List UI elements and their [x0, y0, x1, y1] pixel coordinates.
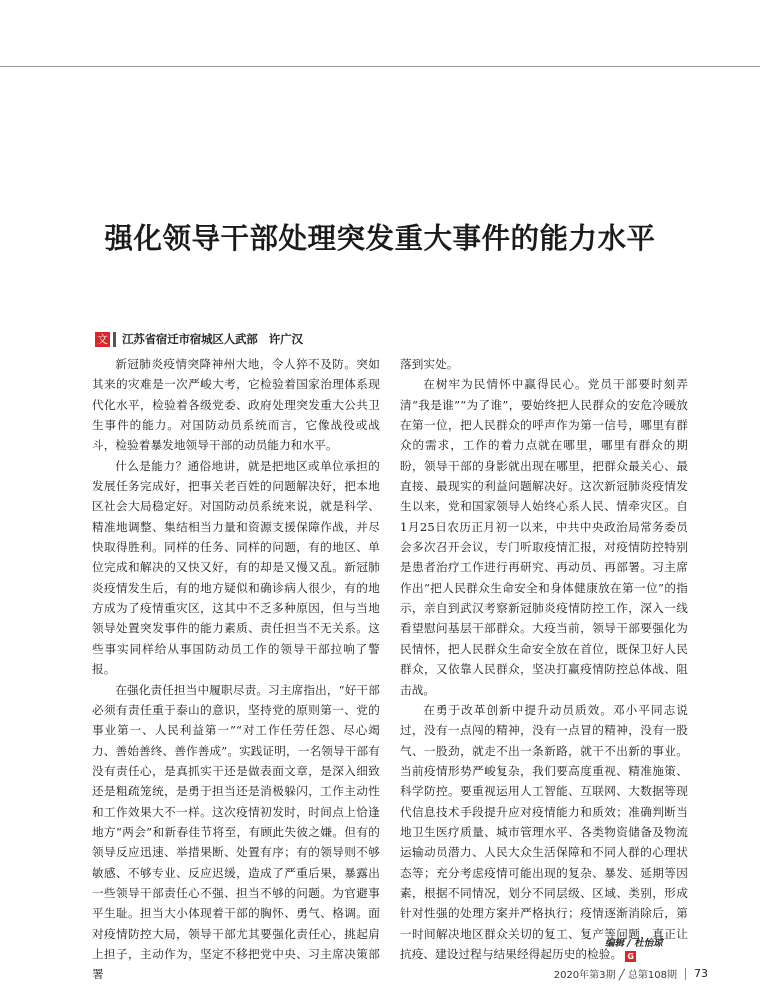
byline-divider	[113, 332, 116, 347]
page-footer	[554, 966, 708, 981]
paragraph	[400, 700, 688, 964]
author-badge: 文	[97, 332, 108, 346]
paragraph: 在树牢为民情怀中赢得民心。党员干部要时刻弄清“我是谁”“为了谁”，要始终把人民群众的安危冷暖放在第一位，把人民群众的呼声作为第一信号，哪里有群众的需求，工作的着力点就在哪里，哪里有群众的期盼，领导干部的身影就出现在哪里，把群众最关心、最直接、最现实的利益问题解决好。这次新冠肺炎疫情发生以来，党和国家领导人始终心系人民、情牵灾区。自1月25日农历正月初一以来，中共中央政治局常务委员会多次召开会议，专门听取疫情汇报，对疫情防控特别是患者治疗工作进行再研究、再动员、再部署。习主席作出“把人民群众生命安全和身体健康放在第一位”的指示，亲自到武汉考察新冠肺炎疫情防控工作，深入一线看望慰问基层干部群众。大疫当前，领导干部要强化为民情怀，把人民群众生命安全放在首位，既保卫好人民群众，又依靠人民群众，坚决打赢疫情防控总体战、阻击战。	[400, 377, 688, 697]
issue-info: 2020年第3期 ╱ 总第108期	[553, 970, 677, 981]
paragraph: 在强化责任担当中履职尽责。习主席指出，“好干部必须有责任重于泰山的意识，坚持党的原则第一、党的事业第一、人民利益第一”“对工作任劳任怨、尽心竭力、善始善终、善作善成”。实践证明，一名领导干部有没有责任心，是真抓实干还是做表面文章，是深入细致还是粗疏笼统，是勇于担当还是消极躲闪，工作主动性和工作效果大不一样。这次疫情初发时，时间点上恰逢地方“两会”和新春佳节将至，有顾此失彼之嫌。但有的领导反应迅速、举措果断、处置有序；有的领导则不够敏感、不够专业、反应迟缓，造成了严重后果，暴露出一些领导干部责任心不强、担当不够的问题。为官避事平生耻。担当大小体现着干部的胸怀、勇气、格调。面对疫情防控大局，领导干部尤其要强化责任心，挑起肩上担子，主动作为，坚定不移把党中央、习主席决策部署	[92, 682, 380, 982]
left-column	[92, 354, 380, 985]
header-rule	[0, 66, 760, 67]
paragraph-continuation: 落到实处。	[400, 357, 459, 371]
end-mark-icon: G	[625, 951, 636, 962]
footer-divider	[685, 968, 686, 980]
editor-credit: 编辑 / 杜怡琼	[605, 938, 663, 949]
author-affiliation: 江苏省宿迁市宿城区人武部 许广汉	[122, 332, 303, 346]
article-title: 强化领导干部处理突发重大事件的能力水平	[104, 222, 656, 255]
page-number: 73	[694, 967, 708, 980]
paragraph-text: 在勇于改革创新中提升动员质效。邓小平同志说过，没有一点闯的精神，没有一点冒的精神，没有一股气、一股劲，就走不出一条新路，就干不出新的事业。当前疫情形势严峻复杂，我们要高度重视、精准施策、科学防控。要重视运用人工智能、互联网、大数据等现代信息技术手段提升应对疫情能力和质效；准确判断当地卫生医疗质量、城市管理水平、各类物资储备及物流运输动员潜力、人民大众生活保障和不同人群的心理状态等；充分考虑疫情可能出现的复杂、暴发、延期等因素，根据不同情况，划分不同层级、区域、类别，形成针对性强的处理方案并严格执行；疫情逐渐消除后，第一时间解决地区群众关切的复工、复产等问题，真正让抗疫、建设过程与结果经得起历史的检验。	[400, 702, 688, 961]
paragraph: 新冠肺炎疫情突降神州大地，令人猝不及防。突如其来的灾难是一次严峻大考，它检验着国家治理体系现代化水平，检验着各级党委、政府处理突发重大公共卫生事件的能力。对国防动员系统而言，它像战役或战斗，检验着暴发地领导干部的动员能力和水平。	[92, 357, 380, 453]
paragraph: 什么是能力？通俗地讲，就是把地区或单位承担的发展任务完成好，把事关老百姓的问题解决好，把本地区社会大局稳定好。对国防动员系统来说，就是科学、精准地调整、集结相当力量和资源支援保障作战，并尽快取得胜利。同样的任务、同样的问题，有的地区、单位完成和解决的又快又好，有的却是又慢又乱。新冠肺炎疫情发生后，有的地方疑似和确诊病人很少，有的地方成为了疫情重灾区，这其中不乏多种原因，但与当地领导处置突发事件的能力素质、责任担当不无关系。这些事实同样给从事国防动员工作的领导干部拉响了警报。	[92, 458, 380, 677]
byline	[95, 331, 303, 347]
right-column	[400, 354, 688, 964]
